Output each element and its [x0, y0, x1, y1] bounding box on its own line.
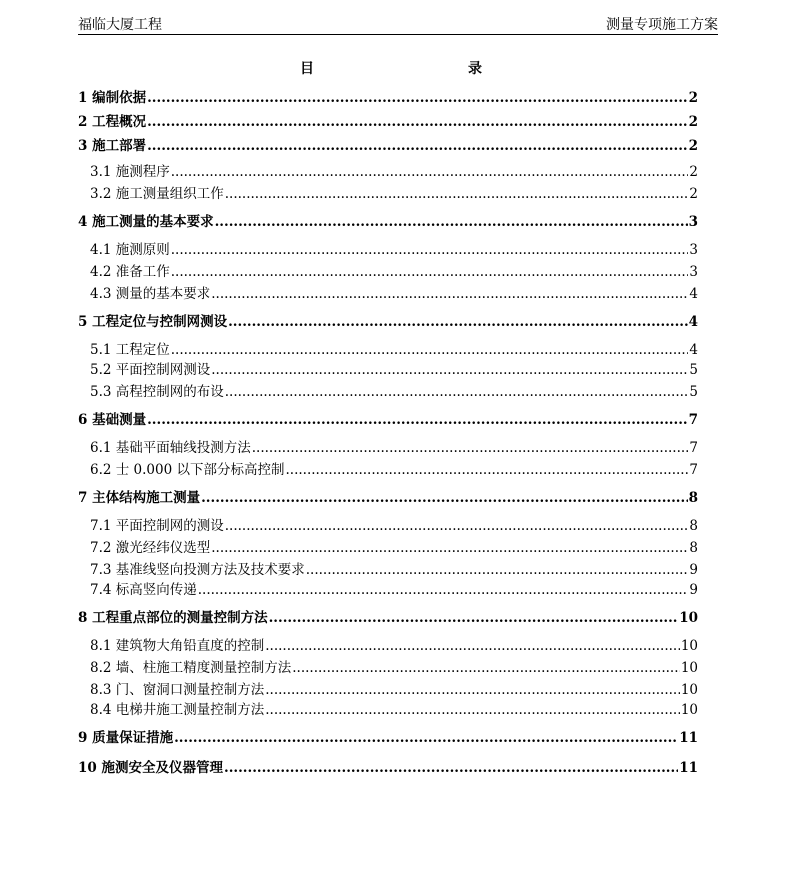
toc-entry-title: 8.2 墙、柱施工精度测量控制方法 — [90, 660, 292, 676]
toc-dot-leader — [171, 164, 689, 180]
toc-entry-title: 6.2 士 0.000 以下部分标高控制 — [90, 462, 285, 478]
toc-entry[interactable] — [78, 210, 698, 230]
toc-entry[interactable] — [78, 134, 698, 154]
toc-dot-leader — [265, 682, 680, 698]
toc-entry[interactable] — [78, 408, 698, 428]
toc-entry-page-number: 3 — [689, 242, 698, 258]
toc-entry[interactable] — [78, 436, 698, 456]
toc-entry-title: 4.1 施测原则 — [90, 242, 170, 258]
toc-entry-page-number: 10 — [679, 610, 698, 626]
toc-dot-leader — [147, 114, 688, 130]
toc-heading — [0, 58, 794, 80]
toc-dot-leader — [265, 638, 680, 654]
toc-dot-leader — [211, 362, 688, 378]
toc-entry[interactable] — [78, 606, 698, 626]
toc-entry-title: 3.2 施工测量组织工作 — [90, 186, 224, 202]
toc-entry-page-number: 10 — [680, 702, 698, 718]
toc-entry-page-number: 2 — [689, 164, 698, 180]
toc-entry-title: 3 施工部署 — [78, 138, 147, 154]
toc-entry-title: 5 工程定位与控制网测设 — [78, 314, 228, 330]
toc-dot-leader — [211, 286, 688, 302]
toc-entry-page-number: 11 — [679, 760, 698, 776]
toc-dot-leader — [292, 660, 680, 676]
toc-entry[interactable] — [78, 310, 698, 330]
toc-dot-leader — [228, 314, 688, 330]
toc-dot-leader — [171, 242, 689, 258]
toc-entry-title: 6.1 基础平面轴线投测方法 — [90, 440, 251, 456]
toc-entry[interactable] — [78, 656, 698, 676]
toc-entry[interactable] — [78, 338, 698, 358]
toc-entry-title: 8.4 电梯井施工测量控制方法 — [90, 702, 265, 718]
toc-entry-page-number: 8 — [689, 518, 698, 534]
toc-entry-title: 3.1 施测程序 — [90, 164, 170, 180]
toc-entry-page-number: 3 — [688, 214, 698, 230]
toc-entry[interactable] — [78, 756, 698, 776]
toc-entry-page-number: 2 — [688, 90, 698, 106]
toc-entry-page-number: 5 — [689, 362, 698, 378]
toc-entry-title: 7.2 激光经纬仪选型 — [90, 540, 211, 556]
toc-entry-title: 7.4 标高竖向传递 — [90, 582, 197, 598]
toc-entry-page-number: 2 — [688, 138, 698, 154]
toc-dot-leader — [215, 214, 688, 230]
toc-entry-page-number: 9 — [689, 562, 698, 578]
toc-dot-leader — [174, 730, 678, 746]
toc-dot-leader — [171, 342, 689, 358]
toc-entry-page-number: 7 — [689, 440, 698, 456]
toc-entry-title: 8.3 门、窗洞口测量控制方法 — [90, 682, 265, 698]
toc-entry[interactable] — [78, 678, 698, 698]
toc-entry-page-number: 2 — [688, 114, 698, 130]
toc-entry[interactable] — [78, 634, 698, 654]
toc-entry-page-number: 8 — [689, 540, 698, 556]
toc-entry[interactable] — [78, 358, 698, 378]
toc-entry-title: 8 工程重点部位的测量控制方法 — [78, 610, 268, 626]
toc-entry-title: 6 基础测量 — [78, 412, 147, 428]
toc-dot-leader — [225, 186, 689, 202]
toc-entry-title: 1 编制依据 — [78, 90, 147, 106]
toc-entry-title: 10 施测安全及仪器管理 — [78, 760, 223, 776]
toc-entry-title: 7.1 平面控制网的测设 — [90, 518, 224, 534]
toc-heading-char-1: 目 — [300, 61, 314, 77]
toc-dot-leader — [147, 90, 688, 106]
toc-entry-page-number: 9 — [689, 582, 698, 598]
toc-entry[interactable] — [78, 86, 698, 106]
toc-entry[interactable] — [78, 238, 698, 258]
toc-dot-leader — [211, 540, 688, 556]
toc-dot-leader — [198, 582, 689, 598]
toc-entry[interactable] — [78, 458, 698, 478]
toc-entry-page-number: 3 — [689, 264, 698, 280]
toc-entry-title: 7.3 基准线竖向投测方法及技术要求 — [90, 562, 305, 578]
toc-entry[interactable] — [78, 514, 698, 534]
toc-entry-page-number: 4 — [689, 286, 698, 302]
toc-dot-leader — [171, 264, 689, 280]
header-document-title: 测量专项施工方案 — [606, 17, 718, 33]
toc-entry[interactable] — [78, 380, 698, 400]
toc-entry[interactable] — [78, 536, 698, 556]
toc-dot-leader — [252, 440, 689, 456]
toc-entry[interactable] — [78, 110, 698, 130]
toc-entry[interactable] — [78, 578, 698, 598]
toc-dot-leader — [225, 518, 689, 534]
toc-entry-title: 7 主体结构施工测量 — [78, 490, 201, 506]
toc-entry-title: 5.2 平面控制网测设 — [90, 362, 211, 378]
toc-entry[interactable] — [78, 260, 698, 280]
toc-entry-title: 9 质量保证措施 — [78, 730, 174, 746]
toc-entry-page-number: 10 — [680, 682, 698, 698]
toc-entry[interactable] — [78, 182, 698, 202]
toc-entry[interactable] — [78, 486, 698, 506]
toc-dot-leader — [225, 384, 689, 400]
page-header — [78, 12, 718, 35]
toc-dot-leader — [269, 610, 679, 626]
toc-entry-page-number: 4 — [689, 342, 698, 358]
toc-entry-page-number: 5 — [689, 384, 698, 400]
toc-entry-title: 5.3 高程控制网的布设 — [90, 384, 224, 400]
toc-entry-title: 8.1 建筑物大角铅直度的控制 — [90, 638, 265, 654]
toc-entry-page-number: 2 — [689, 186, 698, 202]
header-project-name: 福临大厦工程 — [78, 17, 162, 33]
toc-dot-leader — [201, 490, 688, 506]
toc-entry[interactable] — [78, 282, 698, 302]
toc-entry-title: 5.1 工程定位 — [90, 342, 170, 358]
toc-entry[interactable] — [78, 160, 698, 180]
toc-entry[interactable] — [78, 558, 698, 578]
toc-entry-page-number: 8 — [688, 490, 698, 506]
toc-dot-leader — [147, 412, 688, 428]
toc-entry[interactable] — [78, 726, 698, 746]
toc-heading-char-2: 录 — [468, 61, 482, 77]
toc-entry-page-number: 11 — [679, 730, 698, 746]
toc-entry-title: 4.2 准备工作 — [90, 264, 170, 280]
toc-dot-leader — [147, 138, 688, 154]
toc-entry[interactable] — [78, 698, 698, 718]
toc-entry-page-number: 7 — [688, 412, 698, 428]
toc-entry-page-number: 10 — [680, 638, 698, 654]
toc-entry-page-number: 10 — [680, 660, 698, 676]
toc-dot-leader — [224, 760, 678, 776]
toc-entry-page-number: 7 — [689, 462, 698, 478]
toc-entry-title: 4 施工测量的基本要求 — [78, 214, 214, 230]
toc-dot-leader — [265, 702, 680, 718]
toc-entry-page-number: 4 — [688, 314, 698, 330]
toc-dot-leader — [306, 562, 689, 578]
toc-entry-title: 2 工程概况 — [78, 114, 147, 130]
toc-dot-leader — [286, 462, 689, 478]
toc-entry-title: 4.3 测量的基本要求 — [90, 286, 211, 302]
